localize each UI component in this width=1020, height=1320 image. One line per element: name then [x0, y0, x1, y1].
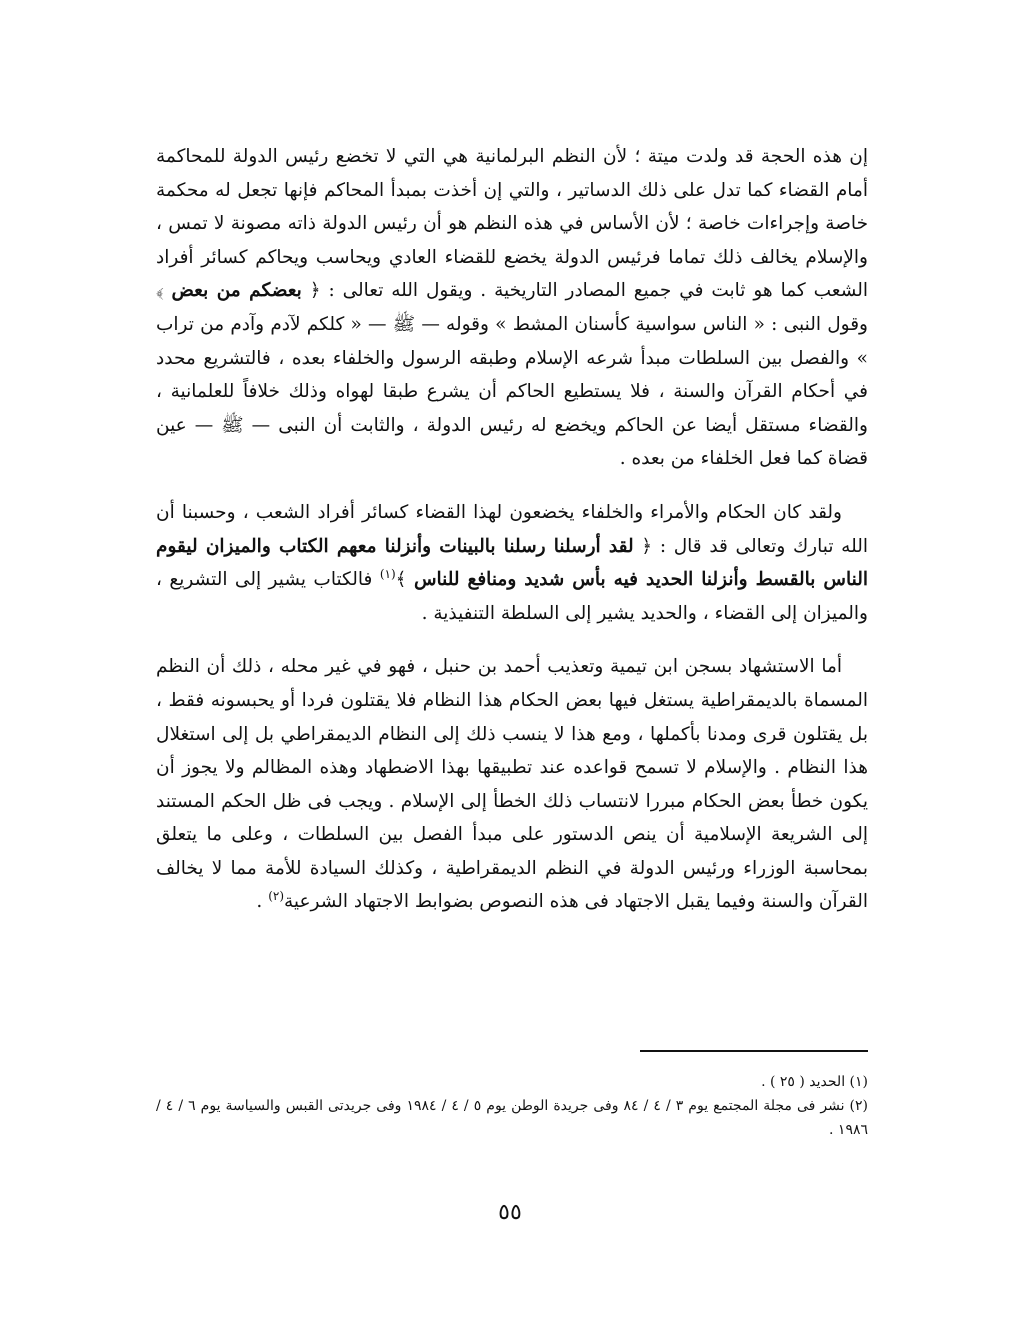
quran-verse-bold: بعضكم من بعض	[171, 280, 302, 302]
body-text	[156, 140, 868, 939]
text-segment: أما الاستشهاد بسجن ابن تيمية وتعذيب أحمد بن حنبل ، فهو في غير محله ، ذلك أن النظم المسماة بالديمقراطية يستغل فيها بعض الحكام هذا النظام فلا يقتلون فردا أو يحبسونه فقط ، بل يقتلون قرى ومدنا بأكملها ، ومع هذا لا ينسب ذلك إلى النظام الديمقراطي بل إلى استغلال هذا النظام . والإسلام لا تسمح قواعده عند تطبيقها بهذا الاضطهاد وهذه المظالم ولا يجوز أن يكون خطأ بعض الحكام مبررا لانتساب ذلك الخطأ إلى الإسلام . ويجب فى ظل الحكم المستند إلى الشريعة الإسلامية أن ينص الدستور على مبدأ الفصل بين السلطات ، وعلى ما يتعلق بمحاسبة الوزراء ورئيس الدولة في النظم الديمقراطية ، وكذلك السيادة للأمة مما لا يخالف القرآن والسنة وفيما يقبل الاجتهاد فى هذه النصوص بضوابط الاجتهاد الشرعية	[156, 656, 868, 913]
footnotes	[156, 1070, 868, 1142]
footnote-1: (١) الحديد ( ٢٥ ) .	[761, 1074, 868, 1090]
footnote-2: (٢) نشر فى مجلة المجتمع يوم ٣ / ٤ / ٨٤ وفى جريدة الوطن يوم ٥ / ٤ / ١٩٨٤ وفى جريدتى القبس والسياسة يوم ٦ / ٤ / ١٩٨٦ .	[156, 1098, 868, 1138]
text-segment: إن هذه الحجة قد ولدت ميتة ؛ لأن النظم البرلمانية هي التي لا تخضع رئيس الدولة للمحاكمة أمام القضاء كما تدل على ذلك الدساتير ، والتي إن أخذت بمبدأ المحاكم فإنها تجعل له محكمة خاصة وإجراءات خاصة ؛ لأن الأساس في هذه النظم هو أن رئيس الدولة ذاته مصونة لا تمس ، والإسلام يخالف ذلك تماما فرئيس الدولة يخضع للقضاء العادي ويحاسب ويحاكم كسائر أفراد الشعب كما هو ثابت في جميع المصادر التاريخية . ويقول الله تعالى : ﴿	[156, 146, 868, 302]
page-number: ٥٥	[498, 1200, 522, 1225]
footnote-marker: (١)	[379, 566, 396, 581]
paragraph-2	[156, 496, 868, 630]
text-segment: ﴾ وقول النبى : « الناس سواسية كأسنان المشط » وقوله — ﷺ — « كلكم لآدم وآدم من تراب » والفصل بين السلطات مبدأ شرعه الإسلام وطبقه الرسول والخلفاء بعده ، فالتشريع محدد في أحكام القرآن والسنة ، فلا يستطيع الحاكم أن يشرع طبقا لهواه وذلك خلافاً للعلمانية ، والقضاء مستقل أيضا عن الحاكم ويخضع له رئيس الدولة ، والثابت أن النبى — ﷺ — عين قضاة كما فعل الخلفاء من بعده .	[156, 280, 868, 470]
footnote-divider	[640, 1050, 868, 1052]
text-segment: .	[256, 891, 269, 913]
footnote-marker: (٢)	[268, 889, 285, 904]
paragraph-3	[156, 650, 868, 919]
quran-verse-bold: لقد أرسلنا رسلنا بالبينات وأنزلنا معهم الكتاب والميزان ليقوم الناس بالقسط وأنزلنا الحديد فيه بأس شديد ومنافع للناس	[156, 535, 868, 591]
text-segment: فالكتاب يشير إلى التشريع ، والميزان إلى القضاء ، والحديد يشير إلى السلطة التنفيذية .	[156, 569, 868, 624]
text-segment: ﴾	[395, 569, 414, 591]
paragraph-1	[156, 140, 868, 476]
text-segment: ولقد كان الحكام والأمراء والخلفاء يخضعون لهذا القضاء كسائر أفراد الشعب ، وحسبنا أن الله تبارك وتعالى قد قال : ﴿	[156, 501, 868, 557]
